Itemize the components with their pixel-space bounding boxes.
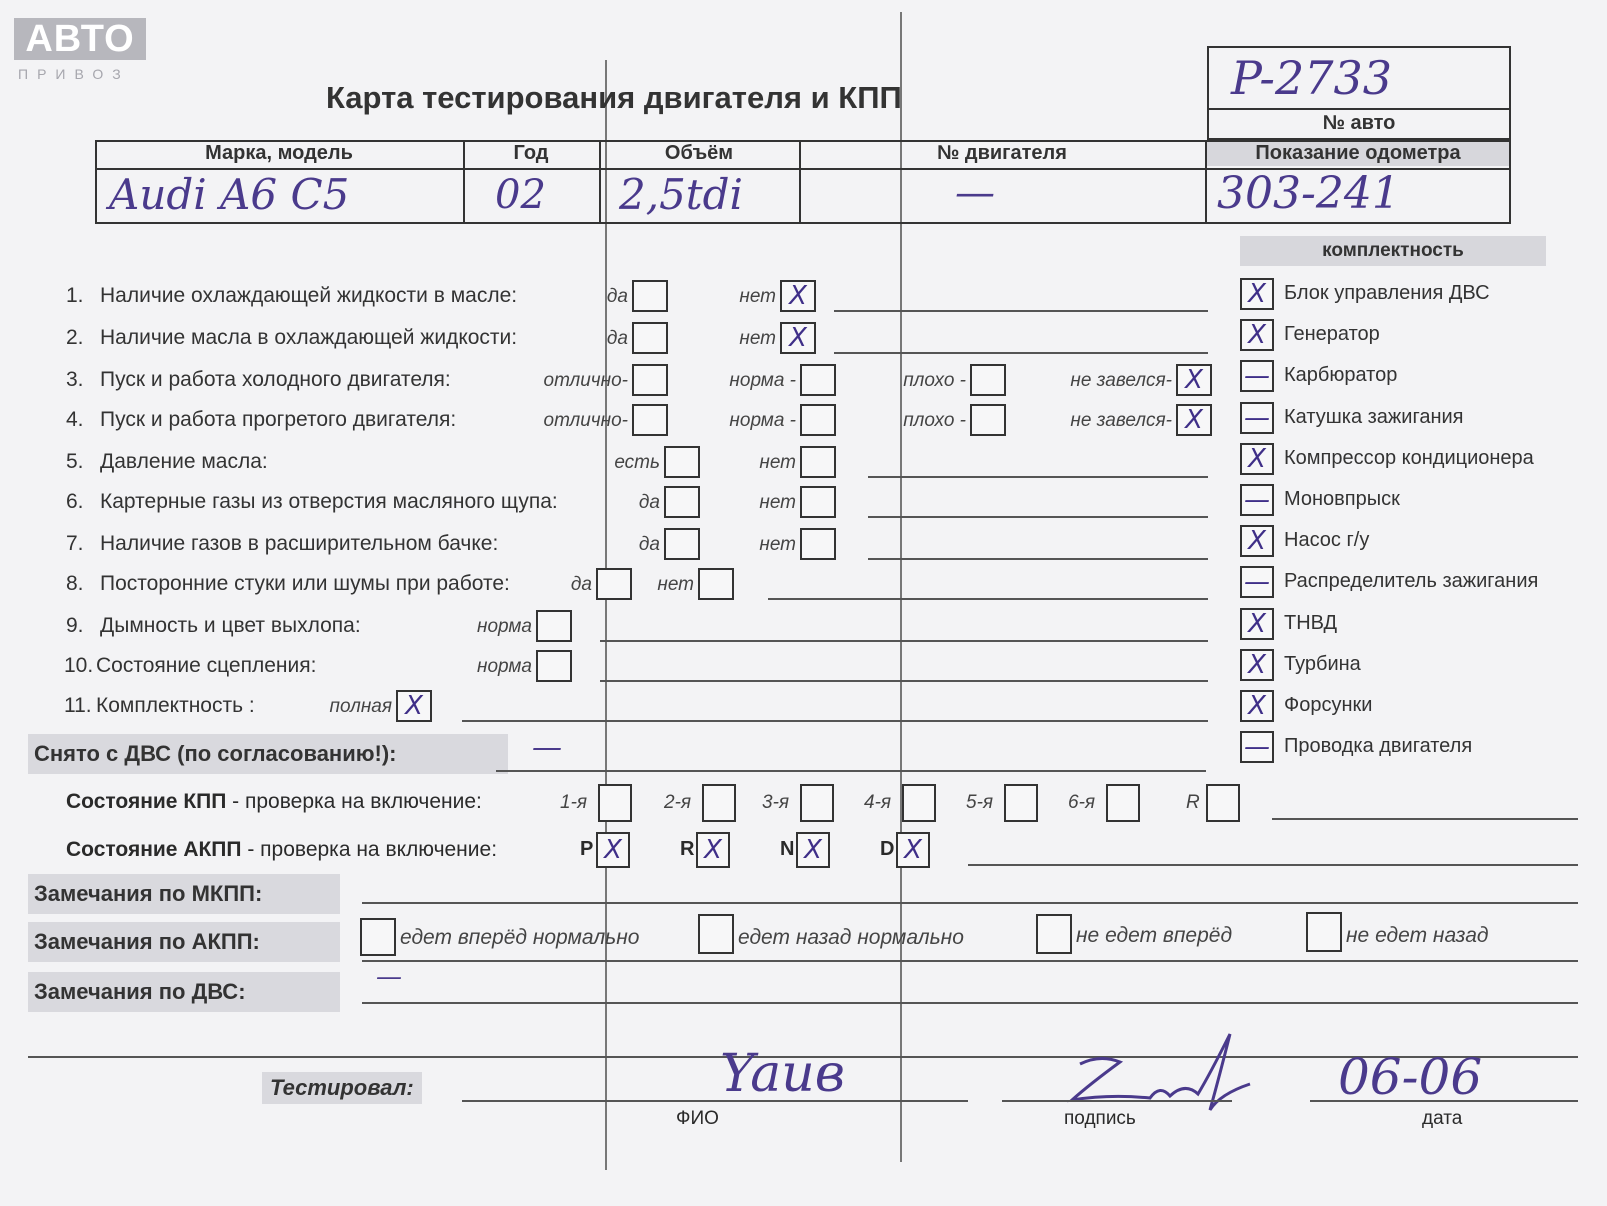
- option-checkbox[interactable]: [536, 650, 572, 682]
- completeness-checkbox[interactable]: [1240, 566, 1274, 598]
- option-label: нет: [657, 574, 694, 595]
- checkbox-mark: X: [1248, 526, 1266, 556]
- akpp-gear-checkbox[interactable]: [796, 832, 830, 868]
- signature-line: [1002, 1100, 1232, 1102]
- kpp-gear-label: 6-я: [1068, 792, 1096, 813]
- option-label: да: [638, 492, 660, 513]
- completeness-checkbox[interactable]: [1240, 649, 1274, 681]
- question-text: Пуск и работа прогретого двигателя:: [100, 408, 457, 431]
- option-label: отлично-: [543, 410, 628, 431]
- option-label: есть: [614, 452, 660, 473]
- checkbox-mark: X: [704, 835, 722, 865]
- question-number: 2.: [66, 326, 84, 349]
- question-text: Картерные газы из отверстия масляного щупа:: [100, 490, 558, 513]
- kpp-gear-label: 5-я: [966, 792, 994, 813]
- option-checkbox[interactable]: [664, 486, 700, 518]
- date-line: [1310, 1100, 1578, 1102]
- akpp-gear-label: N: [780, 838, 795, 860]
- remarks-dvs-line: [362, 1002, 1578, 1004]
- col-header-year: Год: [513, 142, 549, 164]
- option-checkbox[interactable]: [780, 322, 816, 354]
- answer-line: [600, 680, 1208, 682]
- checkbox-mark: X: [1185, 365, 1203, 395]
- completeness-checkbox[interactable]: [1240, 278, 1274, 310]
- answer-line: [834, 310, 1208, 312]
- option-checkbox[interactable]: [780, 280, 816, 312]
- value-volume: 2,5tdi: [619, 170, 743, 219]
- question-text: Комплектность :: [96, 694, 255, 717]
- completeness-item-label: Турбина: [1284, 653, 1361, 675]
- kpp-label-rest: - проверка на включение:: [226, 790, 482, 813]
- completeness-item-label: Генератор: [1284, 323, 1380, 345]
- remarks-akpp-line: [362, 960, 1578, 962]
- akpp-remark-option: не едет вперёд: [1076, 924, 1233, 947]
- option-checkbox[interactable]: [596, 568, 632, 600]
- option-label: да: [606, 286, 628, 307]
- completeness-item-label: Компрессор кондиционера: [1284, 447, 1534, 469]
- option-label: норма -: [729, 370, 796, 391]
- removed-label: Снято с ДВС (по согласованию!):: [28, 734, 508, 774]
- completeness-item-label: Форсунки: [1284, 694, 1373, 716]
- question-text: Пуск и работа холодного двигателя:: [100, 368, 451, 391]
- remarks-dvs-label: Замечания по ДВС:: [28, 972, 340, 1012]
- akpp-line: [968, 864, 1578, 866]
- completeness-checkbox[interactable]: [1240, 608, 1274, 640]
- option-label: не завелся-: [1070, 370, 1172, 391]
- option-checkbox[interactable]: [800, 528, 836, 560]
- question-text: Наличие газов в расширительном бачке:: [100, 532, 499, 555]
- question-number: 4.: [66, 408, 84, 431]
- completeness-item-label: Блок управления ДВС: [1284, 282, 1490, 304]
- akpp-remark-checkbox[interactable]: [1306, 912, 1342, 952]
- question-text: Состояние сцепления:: [96, 654, 317, 677]
- question-text: Наличие охлаждающей жидкости в масле:: [100, 284, 518, 307]
- kpp-gear-checkbox[interactable]: [1004, 784, 1038, 822]
- remarks-akpp-label: Замечания по АКПП:: [28, 922, 340, 962]
- checkbox-mark: —: [1244, 567, 1270, 597]
- option-checkbox[interactable]: [698, 568, 734, 600]
- answer-line: [834, 352, 1208, 354]
- answer-line: [868, 516, 1208, 518]
- option-checkbox[interactable]: [632, 364, 668, 396]
- value-engine-no: —: [955, 170, 995, 216]
- col-header-engine-no: № двигателя: [937, 142, 1067, 164]
- car-number-box: [1207, 46, 1511, 110]
- option-label: да: [606, 328, 628, 349]
- car-number-value: P-2733: [1231, 51, 1393, 105]
- date-value: 06-06: [1338, 1048, 1483, 1106]
- checkbox-mark: —: [1244, 403, 1270, 433]
- checkbox-mark: —: [1244, 732, 1270, 762]
- checkbox-mark: X: [1248, 320, 1266, 350]
- kpp-gear-checkbox[interactable]: [702, 784, 736, 822]
- vehicle-header-table: [95, 140, 1511, 224]
- checkbox-mark: X: [804, 835, 822, 865]
- question-number: 11.: [64, 694, 92, 717]
- col-header-model: Марка, модель: [205, 142, 353, 164]
- checkbox-mark: X: [405, 691, 423, 721]
- akpp-remark-option: не едет назад: [1346, 924, 1489, 947]
- question-number: 6.: [66, 490, 84, 513]
- question-number: 9.: [66, 614, 84, 637]
- checkbox-mark: X: [1248, 609, 1266, 639]
- completeness-item-label: Карбюратор: [1284, 364, 1398, 386]
- page-title: Карта тестирования двигателя и КПП: [326, 80, 902, 115]
- answer-line: [868, 558, 1208, 560]
- kpp-line: [1272, 818, 1578, 820]
- question-text: Посторонние стуки или шумы при работе:: [100, 572, 510, 595]
- completeness-item-label: Проводка двигателя: [1284, 735, 1473, 757]
- option-label: отлично-: [543, 370, 628, 391]
- option-label: плохо -: [903, 370, 966, 391]
- kpp-gear-checkbox[interactable]: [1106, 784, 1140, 822]
- kpp-gear-checkbox[interactable]: [1206, 784, 1240, 822]
- checkbox-mark: X: [1248, 444, 1266, 474]
- option-label: нет: [739, 328, 776, 349]
- checkbox-mark: X: [789, 281, 807, 311]
- checkbox-mark: X: [1248, 650, 1266, 680]
- question-number: 10.: [64, 654, 94, 677]
- option-label: норма: [477, 656, 532, 677]
- question-text: Дымность и цвет выхлопа:: [100, 614, 361, 637]
- question-text: Давление масла:: [100, 450, 268, 473]
- option-label: да: [570, 574, 592, 595]
- option-label: да: [638, 534, 660, 555]
- removed-line: [496, 770, 1206, 772]
- completeness-item-label: Моновпрыск: [1284, 488, 1400, 510]
- completeness-item-label: ТНВД: [1284, 612, 1338, 634]
- akpp-gear-label: R: [680, 838, 695, 860]
- answer-line: [768, 598, 1208, 600]
- logo: АВТО: [14, 18, 146, 60]
- value-year: 02: [495, 172, 546, 218]
- removed-value: —: [532, 730, 562, 765]
- akpp-label-rest: - проверка на включение:: [241, 838, 498, 861]
- option-label: нет: [739, 286, 776, 307]
- option-label: норма -: [729, 410, 796, 431]
- kpp-gear-label: R: [1186, 792, 1200, 813]
- fio-value: Yaив: [720, 1044, 846, 1104]
- remarks-dvs-value: —: [376, 962, 402, 992]
- answer-line: [600, 640, 1208, 642]
- checkbox-mark: X: [604, 835, 622, 865]
- option-label: нет: [759, 492, 796, 513]
- option-label: полная: [329, 696, 392, 717]
- checkbox-mark: X: [1248, 279, 1266, 309]
- date-label: дата: [1422, 1108, 1463, 1129]
- option-checkbox[interactable]: [800, 404, 836, 436]
- completeness-item-label: Распределитель зажигания: [1284, 570, 1539, 592]
- fio-line: [462, 1100, 968, 1102]
- checkbox-mark: —: [1244, 361, 1270, 391]
- car-number-label: № авто: [1322, 112, 1396, 134]
- option-checkbox[interactable]: [800, 446, 836, 478]
- logo-subtitle: ПРИВОЗ: [18, 66, 130, 82]
- completeness-item-label: Катушка зажигания: [1284, 406, 1464, 428]
- answer-line: [462, 720, 1208, 722]
- kpp-gear-checkbox[interactable]: [800, 784, 834, 822]
- answer-line: [868, 476, 1208, 478]
- completeness-checkbox[interactable]: [1240, 484, 1274, 516]
- option-label: плохо -: [903, 410, 966, 431]
- option-label: нет: [759, 452, 796, 473]
- option-checkbox[interactable]: [970, 404, 1006, 436]
- checkbox-mark: X: [1185, 405, 1203, 435]
- akpp-gear-checkbox[interactable]: [896, 832, 930, 868]
- option-checkbox[interactable]: [536, 610, 572, 642]
- kpp-gear-checkbox[interactable]: [598, 784, 632, 822]
- akpp-remark-checkbox[interactable]: [360, 918, 396, 956]
- completeness-checkbox[interactable]: [1240, 443, 1274, 475]
- checkbox-mark: X: [789, 323, 807, 353]
- kpp-gear-checkbox[interactable]: [902, 784, 936, 822]
- option-checkbox[interactable]: [800, 486, 836, 518]
- question-number: 5.: [66, 450, 84, 473]
- remarks-mkpp-label: Замечания по МКПП:: [28, 874, 340, 914]
- option-checkbox[interactable]: [664, 446, 700, 478]
- option-label: не завелся-: [1070, 410, 1172, 431]
- option-checkbox[interactable]: [800, 364, 836, 396]
- akpp-remark-checkbox[interactable]: [1036, 914, 1072, 954]
- kpp-gear-label: 1-я: [560, 792, 588, 813]
- kpp-label-bold: Состояние КПП: [66, 790, 227, 813]
- completeness-checkbox[interactable]: [1240, 525, 1274, 557]
- option-label: нет: [759, 534, 796, 555]
- question-number: 1.: [66, 284, 84, 307]
- col-header-volume: Объём: [664, 142, 734, 164]
- question-text: Наличие масла в охлаждающей жидкости:: [100, 326, 518, 349]
- option-checkbox[interactable]: [970, 364, 1006, 396]
- completeness-checkbox[interactable]: [1240, 360, 1274, 392]
- akpp-gear-checkbox[interactable]: [596, 832, 630, 868]
- completeness-checkbox[interactable]: [1240, 319, 1274, 351]
- akpp-gear-label: P: [580, 838, 594, 860]
- kpp-gear-label: 2-я: [664, 792, 692, 813]
- value-model: Audi A6 C5: [109, 170, 350, 219]
- value-odometer: 303-241: [1217, 168, 1400, 219]
- fio-label: ФИО: [676, 1108, 719, 1129]
- option-checkbox[interactable]: [396, 690, 432, 722]
- checkbox-mark: X: [904, 835, 922, 865]
- remarks-mkpp-line: [362, 902, 1578, 904]
- question-number: 8.: [66, 572, 84, 595]
- completeness-item-label: Насос г/у: [1284, 529, 1370, 551]
- checkbox-mark: X: [1248, 691, 1266, 721]
- car-number-label-cell: [1207, 108, 1511, 140]
- akpp-remark-option: едет вперёд нормально: [400, 926, 640, 949]
- completeness-checkbox[interactable]: [1240, 731, 1274, 763]
- option-checkbox[interactable]: [664, 528, 700, 560]
- kpp-gear-label: 3-я: [762, 792, 790, 813]
- option-checkbox[interactable]: [632, 322, 668, 354]
- akpp-label: [66, 838, 497, 862]
- kpp-gear-label: 4-я: [864, 792, 892, 813]
- question-number: 3.: [66, 368, 84, 391]
- completeness-title: комплектность: [1240, 236, 1546, 266]
- option-checkbox[interactable]: [632, 280, 668, 312]
- akpp-remark-checkbox[interactable]: [698, 914, 734, 954]
- completeness-checkbox[interactable]: [1240, 690, 1274, 722]
- option-label: норма: [477, 616, 532, 637]
- option-checkbox[interactable]: [1176, 404, 1212, 436]
- signature-label: подпись: [1064, 1108, 1136, 1129]
- akpp-gear-checkbox[interactable]: [696, 832, 730, 868]
- option-checkbox[interactable]: [1176, 364, 1212, 396]
- akpp-remark-option: едет назад нормально: [738, 926, 964, 949]
- question-number: 7.: [66, 532, 84, 555]
- akpp-label-bold: Состояние АКПП: [66, 838, 242, 861]
- akpp-gear-label: D: [880, 838, 895, 860]
- checkbox-mark: —: [1244, 485, 1270, 515]
- option-checkbox[interactable]: [632, 404, 668, 436]
- tested-by-label: Тестировал:: [262, 1072, 422, 1104]
- col-header-odometer: Показание одометра: [1255, 142, 1461, 164]
- kpp-label: [66, 790, 482, 814]
- completeness-checkbox[interactable]: [1240, 402, 1274, 434]
